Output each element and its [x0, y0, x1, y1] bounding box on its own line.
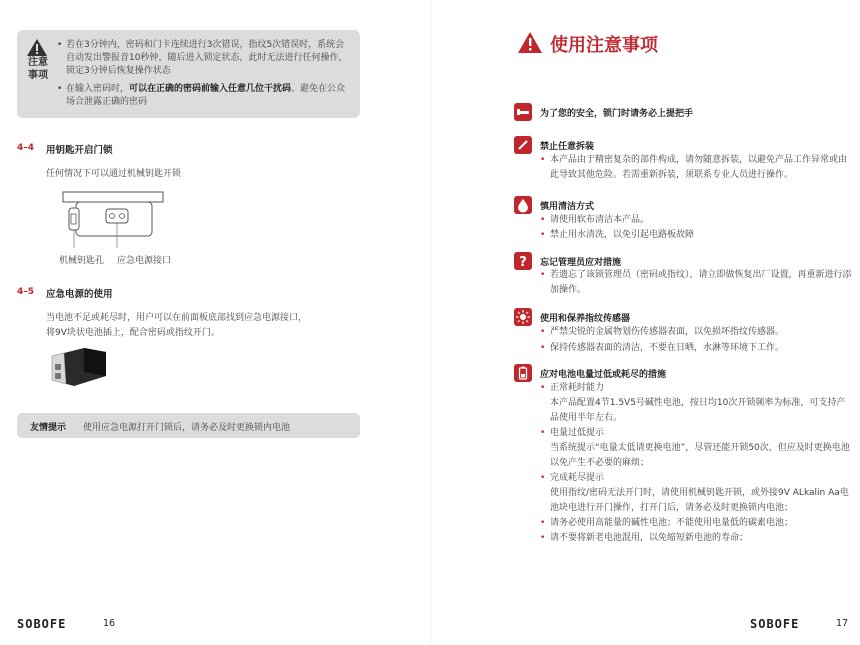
water-drop-icon [514, 196, 532, 214]
battery-item-depleted-desc: 使用指纹/密码无法开门时，请使用机械钥匙开锁，或外接9V ALkalin Aa电池块电进行开门操作，打开门后，请务必及时更换锁内电池； [550, 488, 849, 513]
section-forgot-admin-heading: 忘记管理员应对措施 [540, 258, 622, 268]
sensor-icon [514, 308, 532, 326]
title-warning-icon [518, 32, 542, 57]
caption-keyhole: 机械钥匙孔 [59, 256, 105, 266]
section-cleaning-heading: 慎用清洁方式 [540, 202, 595, 212]
section-4-5-title: 应急电源的使用 [46, 289, 113, 300]
battery-item-normal: • 正常耗时能力 [540, 383, 605, 393]
section-4-4-title: 用钥匙开启门锁 [46, 145, 113, 156]
section-4-4-text: 任何情况下可以通过机械钥匙开锁 [46, 169, 182, 179]
forgot-admin-item-1: • 若遗忘了该锁管理员（密码或指纹），请立即做恢复出厂设置，再重新进行添加操作。 [540, 270, 852, 295]
section-safety-heading: 为了您的安全，锁门时请务必上提把手 [540, 109, 694, 119]
section-sensor-heading: 使用和保养指纹传感器 [540, 314, 631, 324]
warning-title: 注意 事项 [28, 57, 48, 81]
battery-item-normal-desc: 本产品配置4节1.5V5号碱性电池，按日均10次开锁频率为标准，可支持产品使用半年左右。 [550, 398, 846, 423]
svg-text:?: ? [519, 255, 527, 270]
battery-item-alkaline: • 请务必使用高能量的碱性电池；不能使用电量低的碳素电池； [540, 518, 794, 528]
warning-box [17, 30, 360, 118]
section-4-4-number: 4–4 [17, 143, 35, 153]
section-4-5-line2: 将9V块状电池插上，配合密码或指纹开门。 [46, 328, 220, 338]
caption-emergency-port: 应急电源接口 [117, 256, 172, 266]
tip-label: 友情提示 [30, 423, 67, 433]
cleaning-item-2: • 禁止用水清洗，以免引起电路板故障 [540, 230, 695, 240]
battery-9v-illustration [44, 346, 108, 394]
lock-bottom-illustration [60, 190, 170, 254]
disassembly-item-1: • 本产品由于精密复杂的部件构成，请勿随意拆装，以避免产品工作异常或由此导致其他危险。若需重新拆装，须联系专业人员进行操作。 [540, 155, 848, 180]
section-4-5-line1: 当电池不足或耗尽时，用户可以在前面板底部找到应急电源接口， [46, 313, 308, 323]
battery-item-no-mix: • 请不要将新老电池混用，以免缩短新电池的寿命； [540, 533, 749, 543]
brand-logo-right: SOBOFE [750, 617, 800, 631]
warning-item-lockout: • 若在3分钟内，密码和门卡连续进行3次错误，指纹5次错误时，系统会自动发出警报音10秒钟，随后进入锁定状态，此时无法进行任何操作，锁定3分钟后恢复操作状态 [57, 40, 348, 76]
battery-item-low: • 电量过低提示 [540, 428, 605, 438]
brand-logo-left: SOBOFE [17, 617, 67, 631]
page-title: 使用注意事项 [550, 35, 658, 56]
page-divider [430, 0, 431, 645]
battery-icon [514, 364, 532, 382]
section-4-5-number: 4–5 [17, 287, 35, 297]
section-battery-heading: 应对电池电量过低或耗尽的措施 [540, 370, 667, 380]
cleaning-item-1: • 请使用软布清洁本产品。 [540, 215, 650, 225]
page-number-right: 17 [836, 618, 849, 629]
handle-icon [514, 103, 532, 121]
no-disassemble-icon [514, 136, 532, 154]
tip-text: 使用应急电源打开门锁后，请务必及时更换锁内电池 [83, 423, 291, 433]
section-disassembly-heading: 禁止任意拆装 [540, 142, 595, 152]
question-icon [514, 252, 532, 270]
friendly-tip-box [17, 413, 360, 438]
page-number-left: 16 [103, 618, 116, 629]
battery-item-low-desc: 当系统提示“电量太低请更换电池”，尽管还能开锁50次，但应及时更换电池以免产生不必要的麻烦； [550, 443, 850, 468]
battery-item-depleted: • 完成耗尽提示 [540, 473, 605, 483]
warning-item-dummy-code: • 在输入密码时，可以在正确的密码前输入任意几位干扰码、避免在公众场合泄露正确的密码 [57, 84, 346, 107]
sensor-item-1: • 严禁尖锐的金属物划伤传感器表面，以免损坏指纹传感器。 [540, 327, 785, 337]
sensor-item-2: • 保持传感器表面的清洁，不要在日晒，水淋等环境下工作。 [540, 343, 785, 353]
